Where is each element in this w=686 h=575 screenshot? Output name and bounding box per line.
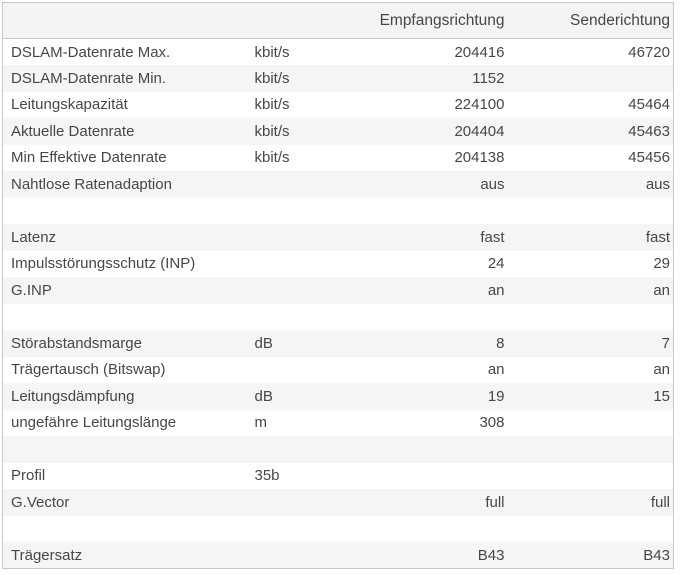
cell-send: B43: [643, 546, 670, 564]
cell-unit: [251, 542, 361, 569]
cell-send: an: [653, 281, 670, 299]
cell-send: [508, 304, 674, 331]
cell-receive: 204416: [454, 43, 505, 61]
cell-receive: aus: [480, 175, 505, 193]
table-row: [3, 92, 674, 119]
cell-label: Profil: [11, 467, 46, 485]
column-header-senderichtung: Senderichtung: [508, 3, 674, 39]
column-header-empfangsrichtung: Empfangsrichtung: [361, 3, 508, 39]
table-row: [3, 463, 674, 490]
cell-send: 7: [661, 334, 670, 352]
cell-receive: an: [487, 361, 505, 379]
spacer-row: [3, 198, 674, 225]
dsl-table-header: [3, 3, 674, 39]
cell-send: fast: [645, 228, 670, 246]
cell-send: [508, 436, 674, 463]
cell-send: aus: [645, 175, 670, 193]
cell-send: [508, 65, 674, 92]
cell-label: [3, 198, 251, 225]
cell-unit: [251, 251, 361, 278]
cell-label: Störabstandsmarge: [11, 334, 142, 352]
cell-unit: kbit/s: [254, 122, 290, 140]
cell-label: G.INP: [11, 281, 52, 299]
cell-unit: [251, 489, 361, 516]
cell-unit: kbit/s: [254, 149, 290, 167]
cell-label: G.Vector: [11, 493, 70, 511]
table-row: [3, 542, 674, 569]
cell-unit: kbit/s: [254, 69, 290, 87]
cell-send: 29: [653, 255, 670, 273]
cell-receive: [361, 516, 508, 543]
cell-label: [3, 436, 251, 463]
cell-send: 45463: [628, 122, 670, 140]
cell-unit: dB: [254, 334, 273, 352]
table-row: [3, 224, 674, 251]
dsl-info-panel: [2, 2, 674, 569]
table-row: [3, 489, 674, 516]
header-row: [3, 3, 674, 39]
cell-label: Aktuelle Datenrate: [11, 122, 135, 140]
cell-receive: 1152: [472, 69, 505, 87]
cell-label: [3, 304, 251, 331]
dsl-info-table: [2, 2, 674, 569]
cell-send: 15: [653, 387, 670, 405]
cell-receive: [361, 436, 508, 463]
cell-receive: 224100: [454, 96, 505, 114]
table-row: [3, 118, 674, 145]
cell-receive: [361, 463, 508, 490]
cell-send: [508, 198, 674, 225]
cell-send: 46720: [628, 43, 670, 61]
cell-label: ungefähre Leitungslänge: [11, 414, 177, 432]
cell-send: full: [650, 493, 670, 511]
table-row: [3, 383, 674, 410]
dsl-table-body: [3, 39, 674, 569]
table-row: [3, 39, 674, 66]
cell-unit: dB: [254, 387, 273, 405]
cell-unit: kbit/s: [254, 96, 290, 114]
spacer-row: [3, 436, 674, 463]
cell-unit: m: [254, 414, 267, 432]
cell-unit: [251, 304, 361, 331]
cell-label: [3, 516, 251, 543]
cell-unit: [251, 277, 361, 304]
cell-label: Leitungskapazität: [11, 96, 128, 114]
spacer-row: [3, 304, 674, 331]
cell-unit: [251, 198, 361, 225]
cell-label: Min Effektive Datenrate: [11, 149, 167, 167]
cell-unit: [251, 171, 361, 198]
cell-receive: [361, 304, 508, 331]
cell-receive: 204404: [454, 122, 505, 140]
table-row: [3, 145, 674, 172]
cell-label: DSLAM-Datenrate Min.: [11, 69, 167, 87]
cell-send: an: [653, 361, 670, 379]
table-row: [3, 251, 674, 278]
cell-receive: B43: [477, 546, 505, 564]
cell-unit: [251, 224, 361, 251]
cell-unit: 35b: [254, 467, 280, 485]
column-header-unit: [251, 3, 361, 39]
cell-send: [508, 463, 674, 490]
table-row: [3, 330, 674, 357]
cell-label: Trägersatz: [11, 546, 83, 564]
cell-receive: full: [485, 493, 505, 511]
cell-label: Nahtlose Ratenadaption: [11, 175, 172, 193]
column-header-label: [3, 3, 251, 39]
cell-label: Impulsstörungsschutz (INP): [11, 255, 196, 273]
cell-receive: 24: [487, 255, 505, 273]
cell-label: DSLAM-Datenrate Max.: [11, 43, 171, 61]
spacer-row: [3, 516, 674, 543]
cell-unit: [251, 436, 361, 463]
cell-label: Trägertausch (Bitswap): [11, 361, 166, 379]
cell-receive: fast: [480, 228, 505, 246]
table-row: [3, 171, 674, 198]
table-row: [3, 65, 674, 92]
cell-receive: 204138: [454, 149, 505, 167]
cell-receive: an: [487, 281, 505, 299]
cell-unit: [251, 357, 361, 384]
cell-receive: 19: [487, 387, 505, 405]
table-row: [3, 410, 674, 437]
cell-receive: 308: [479, 414, 505, 432]
table-row: [3, 277, 674, 304]
cell-label: Leitungsdämpfung: [11, 387, 135, 405]
cell-send: [508, 516, 674, 543]
cell-unit: kbit/s: [254, 43, 290, 61]
cell-send: [508, 410, 674, 437]
cell-send: 45456: [628, 149, 670, 167]
cell-receive: 8: [496, 334, 505, 352]
cell-unit: [251, 516, 361, 543]
table-row: [3, 357, 674, 384]
cell-receive: [361, 198, 508, 225]
cell-send: 45464: [628, 96, 670, 114]
cell-label: Latenz: [11, 228, 57, 246]
